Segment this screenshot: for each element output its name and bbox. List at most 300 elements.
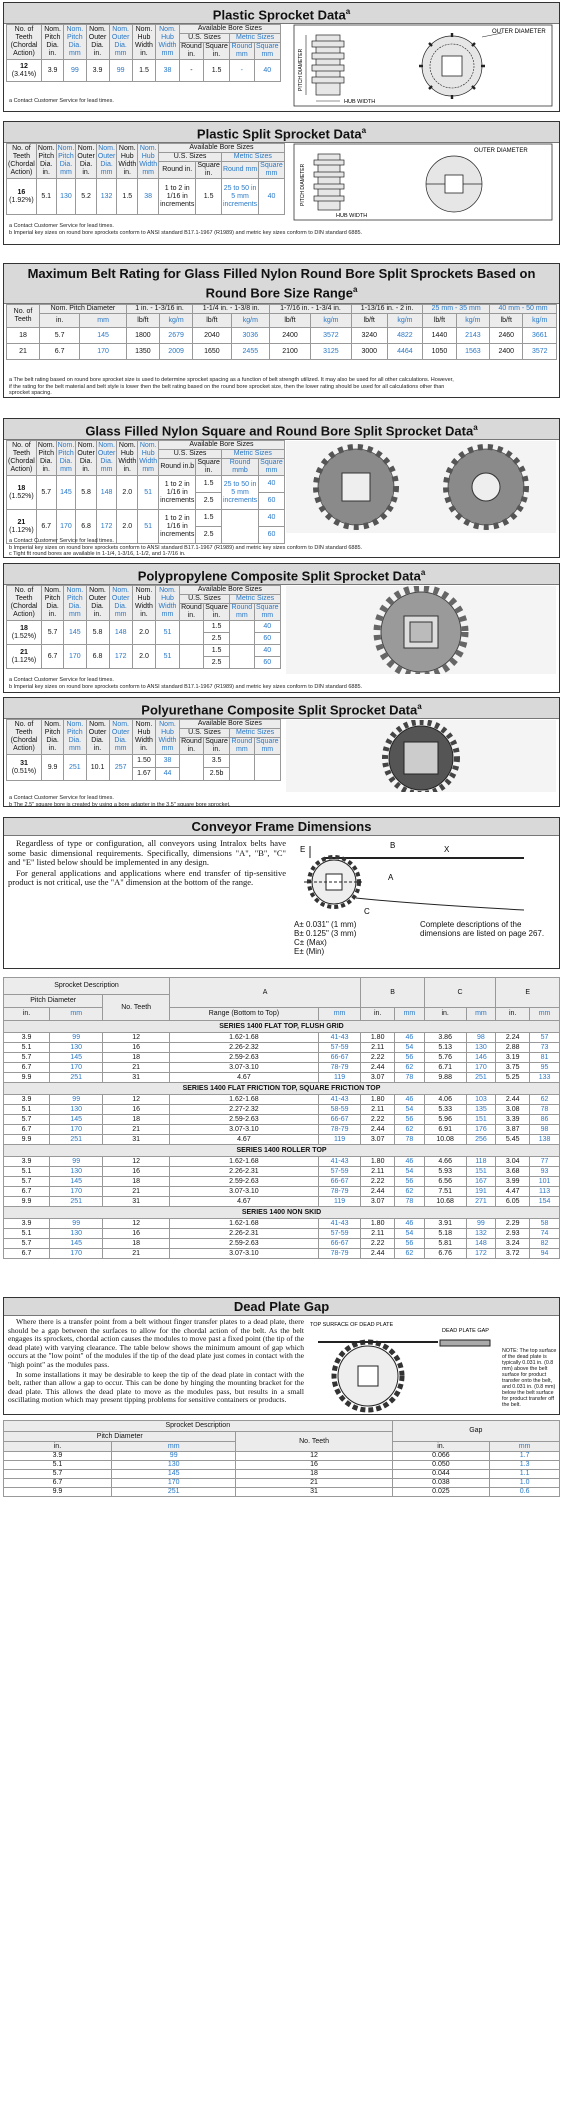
cell: 1.5 <box>204 645 230 657</box>
dim-b-label: B <box>390 841 396 850</box>
group-title: SERIES 1400 ROLLER TOP <box>4 1145 560 1157</box>
th-hub-in: Nom. Hub Width in. <box>117 144 138 179</box>
cell: 56 <box>395 1239 425 1249</box>
title-sup: a <box>473 423 478 432</box>
cell: 2.26-2.31 <box>169 1229 318 1239</box>
teeth-value: 21 <box>20 648 28 656</box>
footnotes <box>6 794 234 809</box>
cell: 170 <box>80 344 127 360</box>
cell: 2.44 <box>361 1187 395 1197</box>
cell: 5.8 <box>86 621 109 645</box>
th-round-mm: Round mmb <box>221 459 258 476</box>
cell: 0.044 <box>392 1470 490 1479</box>
cell: 57-59 <box>318 1167 360 1177</box>
th-teeth: No. Teeth <box>103 995 170 1021</box>
th-pd: Pitch Diameter <box>4 995 103 1008</box>
cell: 5.33 <box>424 1105 466 1115</box>
sprocket-table <box>6 585 281 669</box>
cell: 9.88 <box>424 1073 466 1083</box>
cell: 0.038 <box>392 1479 490 1488</box>
cell: 62 <box>395 1187 425 1197</box>
cell: 41-43 <box>318 1157 360 1167</box>
th-outer-mm: Nom. Outer Dia. mm <box>109 720 132 755</box>
table-row <box>4 1187 560 1197</box>
belt-rating-rows <box>7 328 557 360</box>
sprocket-dimension-diagram <box>292 23 554 108</box>
table-row <box>4 1115 560 1125</box>
cell: 6.56 <box>424 1177 466 1187</box>
dim-a-label: A <box>388 873 394 882</box>
th-square-in: Square in. <box>205 604 228 619</box>
th-hub-mm: Nom. Hub Width mm <box>156 720 180 755</box>
cell: 66-67 <box>318 1239 360 1249</box>
cell: 57 <box>530 1033 560 1043</box>
cell: 119 <box>318 1073 360 1083</box>
cell: 1.5 <box>196 179 222 215</box>
cell: 9.9 <box>4 1488 112 1497</box>
cell: 130 <box>56 179 76 215</box>
legend-item: E± (Min) <box>294 947 325 956</box>
th-lbft: lb/ft <box>423 314 456 328</box>
cell: 46 <box>395 1219 425 1229</box>
cell: 21 <box>7 344 40 360</box>
cell: 10.68 <box>424 1197 466 1207</box>
cell: 6.71 <box>424 1063 466 1073</box>
footnotes <box>6 376 457 398</box>
cell: 78-79 <box>318 1249 360 1259</box>
cell: 82 <box>530 1239 560 1249</box>
cell: 119 <box>318 1197 360 1207</box>
pitch-diameter-label: PITCH DIAMETER <box>300 163 306 206</box>
th-hub-in: Nom. Hub Width in. <box>132 720 155 755</box>
cell: 57-59 <box>318 1043 360 1053</box>
cell: 1.62-1.68 <box>169 1157 318 1167</box>
table-row <box>4 1033 560 1043</box>
cell: 113 <box>530 1187 560 1197</box>
table-row <box>4 1043 560 1053</box>
top-surface-label: TOP SURFACE OF DEAD PLATE <box>310 1322 394 1328</box>
th-range-3: 1-7/16 in. - 1-3/4 in. <box>270 305 352 314</box>
th-round-in: Round in. <box>159 162 196 179</box>
cell: 2.11 <box>361 1105 395 1115</box>
th-pitch-in: Nom. Pitch Dia. in. <box>36 441 56 476</box>
th-round-mm: Round mm <box>231 604 253 619</box>
frame-dimension-rows <box>4 1021 560 1259</box>
table-row <box>4 1249 560 1259</box>
cell: 1 to 2 in 1/16 in increments <box>159 179 196 215</box>
title-text: Polypropylene Composite Split Sprocket Data <box>137 568 421 584</box>
title-text: Polyurethane Composite Split Sprocket Data <box>141 702 418 718</box>
cell: 31 <box>103 1197 170 1207</box>
table-row <box>4 1157 560 1167</box>
cell: 145 <box>50 1115 103 1125</box>
cell: 5.7 <box>4 1177 50 1187</box>
cell: 170 <box>50 1249 103 1259</box>
th-in: in. <box>4 1442 112 1452</box>
th-range-5: 25 mm - 35 mm <box>423 305 490 314</box>
th-square-in: Square in. <box>197 459 220 474</box>
th-c: C <box>424 978 496 1008</box>
th-teeth: No. of Teeth (Chordal Action) <box>7 586 42 621</box>
max-belt-rating-section <box>3 263 560 398</box>
cell <box>230 755 254 781</box>
th-in: in. <box>40 314 80 328</box>
cell: 1.62-1.68 <box>169 1033 318 1043</box>
cell: 2.59-2.63 <box>169 1115 318 1125</box>
dim-c-label: C <box>364 907 370 916</box>
th-us: U.S. Sizes <box>179 729 229 738</box>
cell: 5.1 <box>36 179 56 215</box>
cell: 21 <box>103 1063 170 1073</box>
cell: 148 <box>109 621 132 645</box>
cell: 6.91 <box>424 1125 466 1135</box>
cell: 16 <box>236 1461 392 1470</box>
cell: 25 to 50 in 5 mm increments <box>221 476 258 510</box>
cell: 18 <box>7 328 40 344</box>
cell <box>230 645 254 669</box>
cell: 5.45 <box>496 1135 530 1145</box>
dim-x-label: X <box>444 845 450 854</box>
cell: 5.18 <box>424 1229 466 1239</box>
th-range-2: 1-1/4 in. - 1-3/8 in. <box>193 305 270 314</box>
title-sup: a <box>345 7 351 16</box>
cell: 81 <box>530 1053 560 1063</box>
cell: 2.11 <box>361 1167 395 1177</box>
th-bore: Available Bore Sizes <box>179 720 280 729</box>
cell: 5.7 <box>36 476 56 510</box>
dimension-legend <box>294 920 394 956</box>
footnote: a Contact Customer Service for lead times. <box>9 98 114 104</box>
th-kgm: kg/m <box>523 314 557 328</box>
cell: 38 <box>156 755 180 768</box>
cell: 3.87 <box>496 1125 530 1135</box>
cell: 54 <box>395 1105 425 1115</box>
cell: 41-43 <box>318 1219 360 1229</box>
th-a: A <box>169 978 360 1008</box>
th-mm: mm <box>395 1008 425 1021</box>
cell: 12 <box>103 1157 170 1167</box>
chordal-value: (1.92%) <box>9 196 34 204</box>
table-row <box>4 1229 560 1239</box>
section-title: Conveyor Frame Dimensions <box>4 818 559 836</box>
table-row <box>4 1461 560 1470</box>
legend-item: A± 0.031" (1 mm) <box>294 920 357 929</box>
th-square-in: Square in. <box>205 43 228 58</box>
cell: 251 <box>64 755 86 781</box>
cell: 12 <box>103 1219 170 1229</box>
cell: 60 <box>259 493 285 510</box>
th-bore: Available Bore Sizes <box>159 144 285 153</box>
cell: 44 <box>156 768 180 781</box>
split-sprocket-dimension-diagram <box>292 142 554 222</box>
title-text: Plastic Sprocket Data <box>212 7 346 23</box>
group-band <box>4 1021 560 1033</box>
cell: 46 <box>395 1095 425 1105</box>
cell: 101 <box>530 1177 560 1187</box>
cell: 5.93 <box>424 1167 466 1177</box>
th-pitch-mm: Nom. Pitch Dia. mm <box>56 441 76 476</box>
cell: 5.76 <box>424 1053 466 1063</box>
footnotes <box>6 537 365 559</box>
cell: 1.62-1.68 <box>169 1095 318 1105</box>
cell-teeth <box>7 645 42 669</box>
cell: 251 <box>111 1488 236 1497</box>
cell: 16 <box>103 1167 170 1177</box>
dim-e-label: E <box>300 845 306 854</box>
cell: 1.80 <box>361 1033 395 1043</box>
th-mm: mm <box>50 1008 103 1021</box>
pitch-diameter-label: PITCH DIAMETER <box>298 48 304 91</box>
th-round-mm: Round mm <box>231 738 253 753</box>
teeth-value: 18 <box>17 484 26 492</box>
cell: 1.1 <box>490 1470 560 1479</box>
cell: 3.04 <box>496 1157 530 1167</box>
cell: 3000 <box>351 344 387 360</box>
th-lbft: lb/ft <box>193 314 231 328</box>
cell: 1 to 2 in 1/16 in increments <box>159 476 196 510</box>
th-gap: Gap <box>392 1421 559 1442</box>
table-row <box>4 1488 560 1497</box>
cell: 3.07-3.10 <box>169 1187 318 1197</box>
section-title: Dead Plate Gap <box>4 1298 559 1316</box>
cell: 16 <box>103 1229 170 1239</box>
cell: 5.7 <box>4 1239 50 1249</box>
cell: 3.99 <box>496 1177 530 1187</box>
th-mm: mm <box>80 314 127 328</box>
cell: 145 <box>64 621 86 645</box>
th-bore: Available Bore Sizes <box>179 586 280 595</box>
cell: 2.26-2.31 <box>169 1167 318 1177</box>
footnote: if the rating for the belt material and belt style is lower then the belt rating based on the round bore sprocket size, then the lower rating should be used for all calculations other than <box>9 383 445 390</box>
table-row <box>4 1219 560 1229</box>
cell: 3.68 <box>496 1167 530 1177</box>
title-text: Plastic Split Sprocket Data <box>196 126 362 142</box>
cell <box>254 755 280 781</box>
th-hub-mm: Nom. Hub Width mm <box>156 25 180 60</box>
cell: 0.025 <box>392 1488 490 1497</box>
cell: 56 <box>395 1115 425 1125</box>
group-title: SERIES 1400 NON SKID <box>4 1207 560 1219</box>
cell: 95 <box>530 1063 560 1073</box>
cell: 9.9 <box>4 1135 50 1145</box>
cell: 2.0 <box>117 510 138 544</box>
table-row <box>4 1135 560 1145</box>
chordal-value: (3.41%) <box>11 70 37 78</box>
cell: 130 <box>50 1043 103 1053</box>
cell: 51 <box>156 645 180 669</box>
th-range: Range (Bottom to Top) <box>169 1008 318 1021</box>
cell: 99 <box>111 1452 236 1461</box>
cell: 21 <box>236 1479 392 1488</box>
th-in: in. <box>424 1008 466 1021</box>
cell: 3.19 <box>496 1053 530 1063</box>
cell: 56 <box>395 1053 425 1063</box>
frame-dimension-table-section <box>3 977 560 1290</box>
cell: 251 <box>50 1135 103 1145</box>
conveyor-frame-diagram <box>294 838 554 918</box>
th-in: in. <box>496 1008 530 1021</box>
cell: 99 <box>50 1157 103 1167</box>
table-row <box>4 1095 560 1105</box>
chordal-value: (1.52%) <box>11 632 37 640</box>
th-kgm: kg/m <box>456 314 489 328</box>
cell: 18 <box>103 1115 170 1125</box>
cell: 5.1 <box>4 1461 112 1470</box>
cell: 3.9 <box>86 60 109 82</box>
cell: 62 <box>395 1249 425 1259</box>
dimension-note: Complete descriptions of the dimensions are listed on page 267. <box>420 920 545 938</box>
cell: 57-59 <box>318 1229 360 1239</box>
cell: 132 <box>466 1229 496 1239</box>
table-row <box>4 1073 560 1083</box>
cell: 78 <box>395 1197 425 1207</box>
cell: 5.7 <box>4 1470 112 1479</box>
cell: 99 <box>466 1219 496 1229</box>
cell: 18 <box>103 1177 170 1187</box>
legend-item: C± (Max) <box>294 938 327 947</box>
cell: 257 <box>109 755 132 781</box>
th-outer-in: Nom. Outer Dia. in. <box>86 720 109 755</box>
cell: 103 <box>466 1095 496 1105</box>
th-outer-mm: Nom. Outer Dia. mm <box>109 586 132 621</box>
cell: 4.67 <box>169 1135 318 1145</box>
cell: 2455 <box>231 344 269 360</box>
cell: 74 <box>530 1229 560 1239</box>
cell: 170 <box>111 1479 236 1488</box>
th-square-mm: Square mm <box>255 604 279 619</box>
cell: 3.07 <box>361 1197 395 1207</box>
table-row <box>4 1479 560 1488</box>
th-outer-in: Nom. Outer Dia. in. <box>86 25 109 60</box>
footnote: a The belt rating based on round bore sprocket size is used to determine sprocket spacing as a function of belt strength utilized. It may also be used for all other calculations. However, <box>9 377 454 383</box>
cell: 135 <box>466 1105 496 1115</box>
cell: 3.75 <box>496 1063 530 1073</box>
cell: 145 <box>50 1177 103 1187</box>
sprocket-table <box>6 440 285 544</box>
paragraph: Where there is a transfer point from a belt without finger transfer plates to a dead plate, there should be a gap between the surfaces to allow for the chordal action of the belt. As the belt engages its sprockets, chordal action causes the modules to move past a fixed point (the tip of the dead plate) with varying clearance. The table below shows the minimum amount of gap which occurs at the "low point" of the modules if the tip of the dead plate just comes in contact with the "high point" as the modules pass. <box>8 1317 304 1369</box>
cell: 25 to 50 in 5 mm increments <box>221 179 258 215</box>
th-us: U.S. Sizes <box>179 34 229 43</box>
cell: 78-79 <box>318 1187 360 1197</box>
table-row <box>4 1063 560 1073</box>
cell: 2460 <box>490 328 523 344</box>
cell: 21 <box>103 1249 170 1259</box>
th-lbft: lb/ft <box>351 314 387 328</box>
th-pitch-in: Nom. Pitch Dia. in. <box>36 144 56 179</box>
cell: 2.22 <box>361 1239 395 1249</box>
cell: 73 <box>530 1043 560 1053</box>
cell: 41-43 <box>318 1033 360 1043</box>
table-row <box>4 1177 560 1187</box>
th-mm: mm <box>111 1442 236 1452</box>
th-range-6: 40 mm - 50 mm <box>490 305 557 314</box>
table-row <box>4 1470 560 1479</box>
cell: 1050 <box>423 344 456 360</box>
teeth-value: 12 <box>20 62 28 70</box>
nylon-sprocket-photo <box>286 441 556 533</box>
cell: 167 <box>466 1177 496 1187</box>
cell: 170 <box>50 1125 103 1135</box>
cell: 170 <box>50 1063 103 1073</box>
cell: 4464 <box>387 344 423 360</box>
cell: 12 <box>236 1452 392 1461</box>
cell: 1.5 <box>204 621 230 633</box>
th-lbft: lb/ft <box>126 314 159 328</box>
cell: 4.67 <box>169 1197 318 1207</box>
cell: 1800 <box>126 328 159 344</box>
th-pitch-mm: Nom. Pitch Dia. mm <box>64 720 86 755</box>
cell: 6.7 <box>4 1187 50 1197</box>
cell: 1.3 <box>490 1461 560 1470</box>
dead-plate-gap-label: DEAD PLATE GAP <box>442 1328 489 1334</box>
cell: 18 <box>103 1239 170 1249</box>
group-title: SERIES 1400 FLAT TOP, FLUSH GRID <box>4 1021 560 1033</box>
cell: 251 <box>466 1073 496 1083</box>
frame-paragraphs <box>8 839 286 888</box>
th-desc: Sprocket Description <box>4 978 170 995</box>
chordal-value: (0.51%) <box>11 767 37 775</box>
title-sup: a <box>420 568 426 577</box>
cell: 12 <box>103 1095 170 1105</box>
cell: 18 <box>103 1053 170 1063</box>
cell: 3.9 <box>4 1157 50 1167</box>
cell: 2.22 <box>361 1053 395 1063</box>
th-pitch-mm: Nom. Pitch Dia. mm <box>64 25 86 60</box>
teeth-value: 31 <box>20 759 28 767</box>
section-title <box>4 122 559 143</box>
group-band <box>4 1083 560 1095</box>
cell: 40 <box>254 645 280 657</box>
th-pitch-in: Nom. Pitch Dia. in. <box>42 720 64 755</box>
cell: 151 <box>466 1115 496 1125</box>
cell: 5.7 <box>4 1115 50 1125</box>
table-row <box>4 1197 560 1207</box>
cell: 1.80 <box>361 1095 395 1105</box>
cell: 7.51 <box>424 1187 466 1197</box>
cell: 77 <box>530 1157 560 1167</box>
dead-plate-paragraphs <box>8 1318 304 1405</box>
cell: 3572 <box>523 344 557 360</box>
cell: 170 <box>466 1063 496 1073</box>
cell: 98 <box>530 1125 560 1135</box>
cell: 5.8 <box>76 476 97 510</box>
cell: 4.66 <box>424 1157 466 1167</box>
th-outer-in: Nom. Outer Dia. in. <box>76 441 97 476</box>
footnote: b Imperial key sizes on round bore sprockets conform to ANSI standard B17.1-1967 (R1989) and metric key sizes conform to DIN standard 6885. <box>9 544 363 551</box>
cell: 1.5 <box>196 476 222 493</box>
cell: 271 <box>466 1197 496 1207</box>
cell-teeth <box>7 179 37 215</box>
th-square-mm: Square mm <box>260 162 283 177</box>
cell: 5.1 <box>4 1105 50 1115</box>
th-teeth: No. of Teeth (Chordal Action) <box>7 25 42 60</box>
cell: 2.44 <box>361 1125 395 1135</box>
th-bore: Available Bore Sizes <box>159 441 285 450</box>
th-kgm: kg/m <box>231 314 269 328</box>
cell: 2040 <box>193 328 231 344</box>
th-mm: mm <box>530 1008 560 1021</box>
sprocket-table <box>6 24 281 82</box>
th-us: U.S. Sizes <box>179 595 229 604</box>
cell: 5.2 <box>76 179 97 215</box>
cell: 119 <box>318 1135 360 1145</box>
cell: 46 <box>395 1157 425 1167</box>
cell: 176 <box>466 1125 496 1135</box>
cell: 3.86 <box>424 1033 466 1043</box>
glass-filled-nylon-section <box>3 418 560 558</box>
group-band <box>4 1145 560 1157</box>
footnote: a Contact Customer Service for lead times. <box>9 223 114 229</box>
